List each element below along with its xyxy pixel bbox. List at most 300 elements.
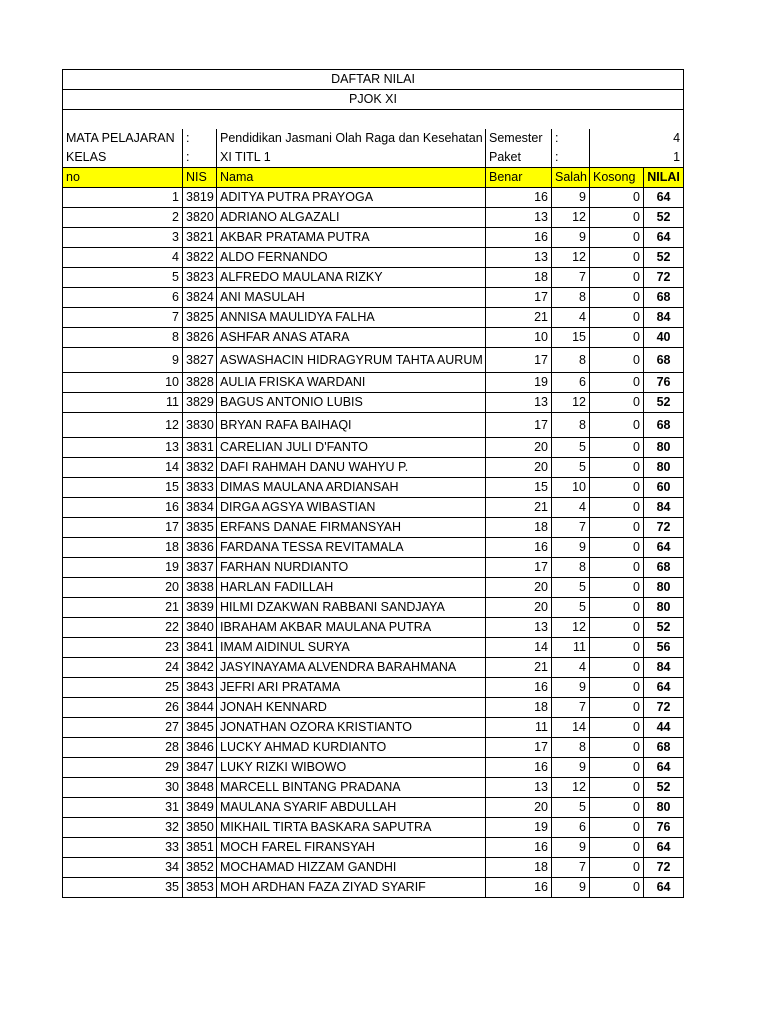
cell-nama[interactable]: DIMAS MAULANA ARDIANSAH: [217, 477, 486, 497]
cell-salah[interactable]: 9: [552, 757, 590, 777]
cell-salah[interactable]: 12: [552, 392, 590, 412]
header-no[interactable]: no: [63, 167, 183, 187]
cell-nama[interactable]: JEFRI ARI PRATAMA: [217, 677, 486, 697]
cell-benar[interactable]: 13: [486, 392, 552, 412]
cell-salah[interactable]: 9: [552, 677, 590, 697]
cell-nama[interactable]: JONATHAN OZORA KRISTIANTO: [217, 717, 486, 737]
table-row: [63, 347, 684, 372]
cell-kosong[interactable]: 0: [590, 327, 644, 347]
cell-no[interactable]: 6: [63, 287, 183, 307]
cell-nis[interactable]: 3821: [183, 227, 217, 247]
cell-kosong[interactable]: 0: [590, 757, 644, 777]
table-row: [63, 677, 684, 697]
cell-nilai[interactable]: 80: [644, 577, 684, 597]
cell-salah[interactable]: 6: [552, 372, 590, 392]
cell-kosong[interactable]: 0: [590, 437, 644, 457]
cell-nis[interactable]: 3838: [183, 577, 217, 597]
cell-benar[interactable]: 21: [486, 657, 552, 677]
table-row: [63, 877, 684, 897]
cell-nama[interactable]: MARCELL BINTANG PRADANA: [217, 777, 486, 797]
cell-nama[interactable]: LUCKY AHMAD KURDIANTO: [217, 737, 486, 757]
cell-nama[interactable]: ADITYA PUTRA PRAYOGA: [217, 187, 486, 207]
cell-nama[interactable]: ALFREDO MAULANA RIZKY: [217, 267, 486, 287]
cell-kosong[interactable]: 0: [590, 392, 644, 412]
cell-nis[interactable]: 3828: [183, 372, 217, 392]
cell-nis[interactable]: 3823: [183, 267, 217, 287]
cell-salah[interactable]: 5: [552, 797, 590, 817]
cell-nilai[interactable]: 56: [644, 637, 684, 657]
cell-nilai[interactable]: 64: [644, 677, 684, 697]
cell-benar[interactable]: 15: [486, 477, 552, 497]
cell-nis[interactable]: 3843: [183, 677, 217, 697]
cell-kosong[interactable]: 0: [590, 287, 644, 307]
cell-benar[interactable]: 19: [486, 372, 552, 392]
cell-salah[interactable]: 9: [552, 187, 590, 207]
kelas-label[interactable]: KELAS: [63, 148, 183, 168]
table-row: [63, 477, 684, 497]
cell-nama[interactable]: BRYAN RAFA BAIHAQI: [217, 412, 486, 437]
table-row: [63, 437, 684, 457]
sheet-title[interactable]: DAFTAR NILAI: [63, 70, 684, 90]
cell-kosong[interactable]: 0: [590, 737, 644, 757]
cell-salah[interactable]: 7: [552, 697, 590, 717]
cell-no[interactable]: 23: [63, 637, 183, 657]
cell-kosong[interactable]: 0: [590, 697, 644, 717]
cell-no[interactable]: 22: [63, 617, 183, 637]
cell-no[interactable]: 8: [63, 327, 183, 347]
table-row: [63, 857, 684, 877]
cell-kosong[interactable]: 0: [590, 307, 644, 327]
cell-nis[interactable]: 3837: [183, 557, 217, 577]
cell-salah[interactable]: 8: [552, 347, 590, 372]
kelas-row: [63, 148, 684, 168]
cell-no[interactable]: 31: [63, 797, 183, 817]
cell-nama[interactable]: MOCH FAREL FIRANSYAH: [217, 837, 486, 857]
cell-salah[interactable]: 7: [552, 857, 590, 877]
cell-nis[interactable]: 3827: [183, 347, 217, 372]
cell-kosong[interactable]: 0: [590, 187, 644, 207]
semester-value[interactable]: 4: [590, 129, 684, 148]
cell-kosong[interactable]: 0: [590, 797, 644, 817]
cell-nilai[interactable]: 72: [644, 857, 684, 877]
cell-kosong[interactable]: 0: [590, 617, 644, 637]
cell-kosong[interactable]: 0: [590, 477, 644, 497]
mapel-label[interactable]: MATA PELAJARAN: [63, 129, 183, 148]
cell-nis[interactable]: 3826: [183, 327, 217, 347]
cell-nis[interactable]: 3832: [183, 457, 217, 477]
cell-benar[interactable]: 17: [486, 287, 552, 307]
cell-benar[interactable]: 18: [486, 697, 552, 717]
cell-no[interactable]: 9: [63, 347, 183, 372]
cell-benar[interactable]: 20: [486, 797, 552, 817]
cell-no[interactable]: 16: [63, 497, 183, 517]
cell-kosong[interactable]: 0: [590, 877, 644, 897]
cell-salah[interactable]: 4: [552, 307, 590, 327]
paket-value[interactable]: 1: [590, 148, 684, 168]
cell-nama[interactable]: MAULANA SYARIF ABDULLAH: [217, 797, 486, 817]
cell-nama[interactable]: MOCHAMAD HIZZAM GANDHI: [217, 857, 486, 877]
cell-nama[interactable]: AKBAR PRATAMA PUTRA: [217, 227, 486, 247]
cell-nama[interactable]: HARLAN FADILLAH: [217, 577, 486, 597]
cell-salah[interactable]: 8: [552, 412, 590, 437]
cell-nis[interactable]: 3834: [183, 497, 217, 517]
cell-no[interactable]: 18: [63, 537, 183, 557]
cell-no[interactable]: 25: [63, 677, 183, 697]
table-row: [63, 287, 684, 307]
cell-benar[interactable]: 21: [486, 307, 552, 327]
cell-nilai[interactable]: 84: [644, 657, 684, 677]
cell-salah[interactable]: 15: [552, 327, 590, 347]
cell-nis[interactable]: 3835: [183, 517, 217, 537]
cell-kosong[interactable]: 0: [590, 777, 644, 797]
table-row: [63, 227, 684, 247]
cell-no[interactable]: 7: [63, 307, 183, 327]
cell-benar[interactable]: 17: [486, 737, 552, 757]
cell-benar[interactable]: 13: [486, 207, 552, 227]
cell-salah[interactable]: 9: [552, 877, 590, 897]
cell-benar[interactable]: 16: [486, 677, 552, 697]
cell-salah[interactable]: 8: [552, 287, 590, 307]
cell-nis[interactable]: 3844: [183, 697, 217, 717]
cell-kosong[interactable]: 0: [590, 347, 644, 372]
table-row: [63, 837, 684, 857]
cell-kosong[interactable]: 0: [590, 412, 644, 437]
table-row: [63, 817, 684, 837]
cell-nilai[interactable]: 72: [644, 267, 684, 287]
cell-nama[interactable]: ASHFAR ANAS ATARA: [217, 327, 486, 347]
cell-nis[interactable]: 3846: [183, 737, 217, 757]
cell-benar[interactable]: 10: [486, 327, 552, 347]
cell-benar[interactable]: 16: [486, 227, 552, 247]
cell-nama[interactable]: AULIA FRISKA WARDANI: [217, 372, 486, 392]
cell-nis[interactable]: 3840: [183, 617, 217, 637]
cell-nilai[interactable]: 84: [644, 497, 684, 517]
cell-nilai[interactable]: 52: [644, 207, 684, 227]
semester-separator[interactable]: :: [552, 129, 590, 148]
cell-nilai[interactable]: 52: [644, 247, 684, 267]
cell-salah[interactable]: 12: [552, 247, 590, 267]
cell-salah[interactable]: 11: [552, 637, 590, 657]
cell-nama[interactable]: IBRAHAM AKBAR MAULANA PUTRA: [217, 617, 486, 637]
cell-nis[interactable]: 3829: [183, 392, 217, 412]
cell-nama[interactable]: IMAM AIDINUL SURYA: [217, 637, 486, 657]
table-row: [63, 517, 684, 537]
cell-nis[interactable]: 3853: [183, 877, 217, 897]
cell-nilai[interactable]: 84: [644, 307, 684, 327]
spacer-row: [63, 110, 684, 129]
cell-no[interactable]: 29: [63, 757, 183, 777]
cell-nilai[interactable]: 80: [644, 597, 684, 617]
mapel-row: [63, 129, 684, 148]
cell-nis[interactable]: 3841: [183, 637, 217, 657]
cell-no[interactable]: 13: [63, 437, 183, 457]
cell-benar[interactable]: 18: [486, 267, 552, 287]
cell-no[interactable]: 1: [63, 187, 183, 207]
table-row: [63, 657, 684, 677]
table-row: [63, 577, 684, 597]
grade-sheet-table: [62, 69, 684, 898]
cell-kosong[interactable]: 0: [590, 597, 644, 617]
cell-no[interactable]: 24: [63, 657, 183, 677]
cell-salah[interactable]: 12: [552, 207, 590, 227]
cell-kosong[interactable]: 0: [590, 717, 644, 737]
header-nilai[interactable]: NILAI: [644, 167, 684, 187]
cell-benar[interactable]: 18: [486, 517, 552, 537]
cell-nama[interactable]: MOH ARDHAN FAZA ZIYAD SYARIF: [217, 877, 486, 897]
cell-kosong[interactable]: 0: [590, 817, 644, 837]
cell-nama[interactable]: BAGUS ANTONIO LUBIS: [217, 392, 486, 412]
cell-nilai[interactable]: 64: [644, 757, 684, 777]
kelas-value[interactable]: XI TITL 1: [217, 148, 486, 168]
cell-nis[interactable]: 3851: [183, 837, 217, 857]
cell-nilai[interactable]: 68: [644, 287, 684, 307]
cell-benar[interactable]: 19: [486, 817, 552, 837]
cell-benar[interactable]: 16: [486, 837, 552, 857]
cell-benar[interactable]: 17: [486, 347, 552, 372]
cell-salah[interactable]: 9: [552, 227, 590, 247]
sheet-subtitle[interactable]: PJOK XI: [63, 90, 684, 110]
cell-nama[interactable]: CARELIAN JULI D'FANTO: [217, 437, 486, 457]
cell-salah[interactable]: 12: [552, 617, 590, 637]
cell-nilai[interactable]: 64: [644, 877, 684, 897]
cell-nama[interactable]: HILMI DZAKWAN RABBANI SANDJAYA: [217, 597, 486, 617]
cell-nis[interactable]: 3833: [183, 477, 217, 497]
cell-no[interactable]: 11: [63, 392, 183, 412]
cell-nilai[interactable]: 64: [644, 227, 684, 247]
cell-salah[interactable]: 7: [552, 267, 590, 287]
table-row: [63, 697, 684, 717]
cell-benar[interactable]: 13: [486, 777, 552, 797]
cell-benar[interactable]: 11: [486, 717, 552, 737]
cell-nilai[interactable]: 80: [644, 797, 684, 817]
cell-salah[interactable]: 5: [552, 437, 590, 457]
cell-nilai[interactable]: 52: [644, 777, 684, 797]
semester-label[interactable]: Semester: [486, 129, 552, 148]
cell-nama[interactable]: ADRIANO ALGAZALI: [217, 207, 486, 227]
cell-no[interactable]: 5: [63, 267, 183, 287]
cell-nilai[interactable]: 68: [644, 412, 684, 437]
table-row: [63, 777, 684, 797]
cell-no[interactable]: 17: [63, 517, 183, 537]
cell-benar[interactable]: 18: [486, 857, 552, 877]
cell-nis[interactable]: 3847: [183, 757, 217, 777]
cell-kosong[interactable]: 0: [590, 537, 644, 557]
cell-nis[interactable]: 3849: [183, 797, 217, 817]
cell-nis[interactable]: 3819: [183, 187, 217, 207]
cell-nama[interactable]: FARHAN NURDIANTO: [217, 557, 486, 577]
cell-nis[interactable]: 3836: [183, 537, 217, 557]
cell-nama[interactable]: ASWASHACIN HIDRAGYRUM TAHTA AURUM: [217, 347, 486, 372]
cell-benar[interactable]: 20: [486, 597, 552, 617]
cell-kosong[interactable]: 0: [590, 227, 644, 247]
cell-benar[interactable]: 20: [486, 577, 552, 597]
cell-nilai[interactable]: 60: [644, 477, 684, 497]
cell-nilai[interactable]: 64: [644, 837, 684, 857]
cell-benar[interactable]: 13: [486, 247, 552, 267]
cell-nis[interactable]: 3820: [183, 207, 217, 227]
cell-salah[interactable]: 12: [552, 777, 590, 797]
cell-nilai[interactable]: 72: [644, 517, 684, 537]
cell-salah[interactable]: 4: [552, 497, 590, 517]
cell-nis[interactable]: 3830: [183, 412, 217, 437]
cell-nis[interactable]: 3831: [183, 437, 217, 457]
table-row: [63, 327, 684, 347]
table-row: [63, 247, 684, 267]
cell-kosong[interactable]: 0: [590, 372, 644, 392]
cell-nilai[interactable]: 76: [644, 817, 684, 837]
cell-kosong[interactable]: 0: [590, 267, 644, 287]
cell-benar[interactable]: 20: [486, 437, 552, 457]
cell-salah[interactable]: 5: [552, 457, 590, 477]
cell-salah[interactable]: 5: [552, 577, 590, 597]
cell-nama[interactable]: DAFI RAHMAH DANU WAHYU P.: [217, 457, 486, 477]
cell-salah[interactable]: 7: [552, 517, 590, 537]
header-kosong[interactable]: Kosong: [590, 167, 644, 187]
cell-nilai[interactable]: 52: [644, 617, 684, 637]
table-row: [63, 737, 684, 757]
cell-nilai[interactable]: 80: [644, 437, 684, 457]
cell-nis[interactable]: 3822: [183, 247, 217, 267]
cell-no[interactable]: 34: [63, 857, 183, 877]
cell-nama[interactable]: FARDANA TESSA REVITAMALA: [217, 537, 486, 557]
cell-kosong[interactable]: 0: [590, 247, 644, 267]
cell-nilai[interactable]: 52: [644, 392, 684, 412]
cell-no[interactable]: 15: [63, 477, 183, 497]
cell-nilai[interactable]: 44: [644, 717, 684, 737]
cell-nama[interactable]: DIRGA AGSYA WIBASTIAN: [217, 497, 486, 517]
cell-no[interactable]: 19: [63, 557, 183, 577]
cell-nilai[interactable]: 68: [644, 557, 684, 577]
cell-kosong[interactable]: 0: [590, 857, 644, 877]
cell-nilai[interactable]: 72: [644, 697, 684, 717]
cell-kosong[interactable]: 0: [590, 207, 644, 227]
cell-nilai[interactable]: 68: [644, 737, 684, 757]
table-row: [63, 557, 684, 577]
cell-nis[interactable]: 3825: [183, 307, 217, 327]
cell-no[interactable]: 26: [63, 697, 183, 717]
cell-salah[interactable]: 5: [552, 597, 590, 617]
cell-salah[interactable]: 8: [552, 557, 590, 577]
cell-benar[interactable]: 16: [486, 877, 552, 897]
paket-separator[interactable]: :: [552, 148, 590, 168]
cell-kosong[interactable]: 0: [590, 557, 644, 577]
cell-kosong[interactable]: 0: [590, 677, 644, 697]
header-salah[interactable]: Salah: [552, 167, 590, 187]
cell-nis[interactable]: 3848: [183, 777, 217, 797]
cell-benar[interactable]: 16: [486, 187, 552, 207]
cell-nama[interactable]: MIKHAIL TIRTA BASKARA SAPUTRA: [217, 817, 486, 837]
table-row: [63, 597, 684, 617]
cell-nilai[interactable]: 68: [644, 347, 684, 372]
cell-no[interactable]: 32: [63, 817, 183, 837]
table-row: [63, 207, 684, 227]
cell-salah[interactable]: 10: [552, 477, 590, 497]
cell-nis[interactable]: 3850: [183, 817, 217, 837]
cell-no[interactable]: 33: [63, 837, 183, 857]
title-row: [63, 70, 684, 90]
table-row: [63, 797, 684, 817]
cell-benar[interactable]: 21: [486, 497, 552, 517]
cell-salah[interactable]: 4: [552, 657, 590, 677]
cell-kosong[interactable]: 0: [590, 497, 644, 517]
header-nis[interactable]: NIS: [183, 167, 217, 187]
cell-nis[interactable]: 3842: [183, 657, 217, 677]
header-benar[interactable]: Benar: [486, 167, 552, 187]
cell-nama[interactable]: ERFANS DANAE FIRMANSYAH: [217, 517, 486, 537]
subtitle-row: [63, 90, 684, 110]
cell-no[interactable]: 2: [63, 207, 183, 227]
cell-salah[interactable]: 8: [552, 737, 590, 757]
cell-nis[interactable]: 3839: [183, 597, 217, 617]
cell-nis[interactable]: 3852: [183, 857, 217, 877]
cell-benar[interactable]: 16: [486, 537, 552, 557]
cell-kosong[interactable]: 0: [590, 577, 644, 597]
cell-no[interactable]: 20: [63, 577, 183, 597]
cell-no[interactable]: 35: [63, 877, 183, 897]
cell-kosong[interactable]: 0: [590, 457, 644, 477]
cell-nilai[interactable]: 80: [644, 457, 684, 477]
cell-no[interactable]: 10: [63, 372, 183, 392]
cell-no[interactable]: 14: [63, 457, 183, 477]
cell-nama[interactable]: ANNISA MAULIDYA FALHA: [217, 307, 486, 327]
cell-salah[interactable]: 9: [552, 537, 590, 557]
cell-nilai[interactable]: 64: [644, 537, 684, 557]
cell-kosong[interactable]: 0: [590, 637, 644, 657]
cell-nama[interactable]: ANI MASULAH: [217, 287, 486, 307]
cell-benar[interactable]: 17: [486, 557, 552, 577]
cell-no[interactable]: 30: [63, 777, 183, 797]
cell-no[interactable]: 12: [63, 412, 183, 437]
cell-salah[interactable]: 14: [552, 717, 590, 737]
cell-nilai[interactable]: 76: [644, 372, 684, 392]
mapel-separator[interactable]: :: [183, 129, 217, 148]
cell-nilai[interactable]: 64: [644, 187, 684, 207]
cell-nama[interactable]: JONAH KENNARD: [217, 697, 486, 717]
cell-no[interactable]: 27: [63, 717, 183, 737]
table-row: [63, 457, 684, 477]
cell-benar[interactable]: 16: [486, 757, 552, 777]
cell-nilai[interactable]: 40: [644, 327, 684, 347]
cell-salah[interactable]: 9: [552, 837, 590, 857]
table-row: [63, 537, 684, 557]
cell-kosong[interactable]: 0: [590, 837, 644, 857]
cell-nama[interactable]: ALDO FERNANDO: [217, 247, 486, 267]
cell-benar[interactable]: 20: [486, 457, 552, 477]
table-row: [63, 307, 684, 327]
cell-nis[interactable]: 3845: [183, 717, 217, 737]
cell-no[interactable]: 4: [63, 247, 183, 267]
table-row: [63, 372, 684, 392]
mapel-value[interactable]: Pendidikan Jasmani Olah Raga dan Kesehatan: [217, 129, 486, 148]
cell-benar[interactable]: 14: [486, 637, 552, 657]
cell-nama[interactable]: JASYINAYAMA ALVENDRA BARAHMANA: [217, 657, 486, 677]
paket-label[interactable]: Paket: [486, 148, 552, 168]
cell-nis[interactable]: 3824: [183, 287, 217, 307]
cell-kosong[interactable]: 0: [590, 517, 644, 537]
cell-salah[interactable]: 6: [552, 817, 590, 837]
cell-kosong[interactable]: 0: [590, 657, 644, 677]
kelas-separator[interactable]: :: [183, 148, 217, 168]
cell-no[interactable]: 3: [63, 227, 183, 247]
cell-nama[interactable]: LUKY RIZKI WIBOWO: [217, 757, 486, 777]
cell-benar[interactable]: 17: [486, 412, 552, 437]
cell-no[interactable]: 21: [63, 597, 183, 617]
header-nama[interactable]: Nama: [217, 167, 486, 187]
cell-no[interactable]: 28: [63, 737, 183, 757]
cell-benar[interactable]: 13: [486, 617, 552, 637]
table-row: [63, 717, 684, 737]
column-header-row: [63, 167, 684, 187]
